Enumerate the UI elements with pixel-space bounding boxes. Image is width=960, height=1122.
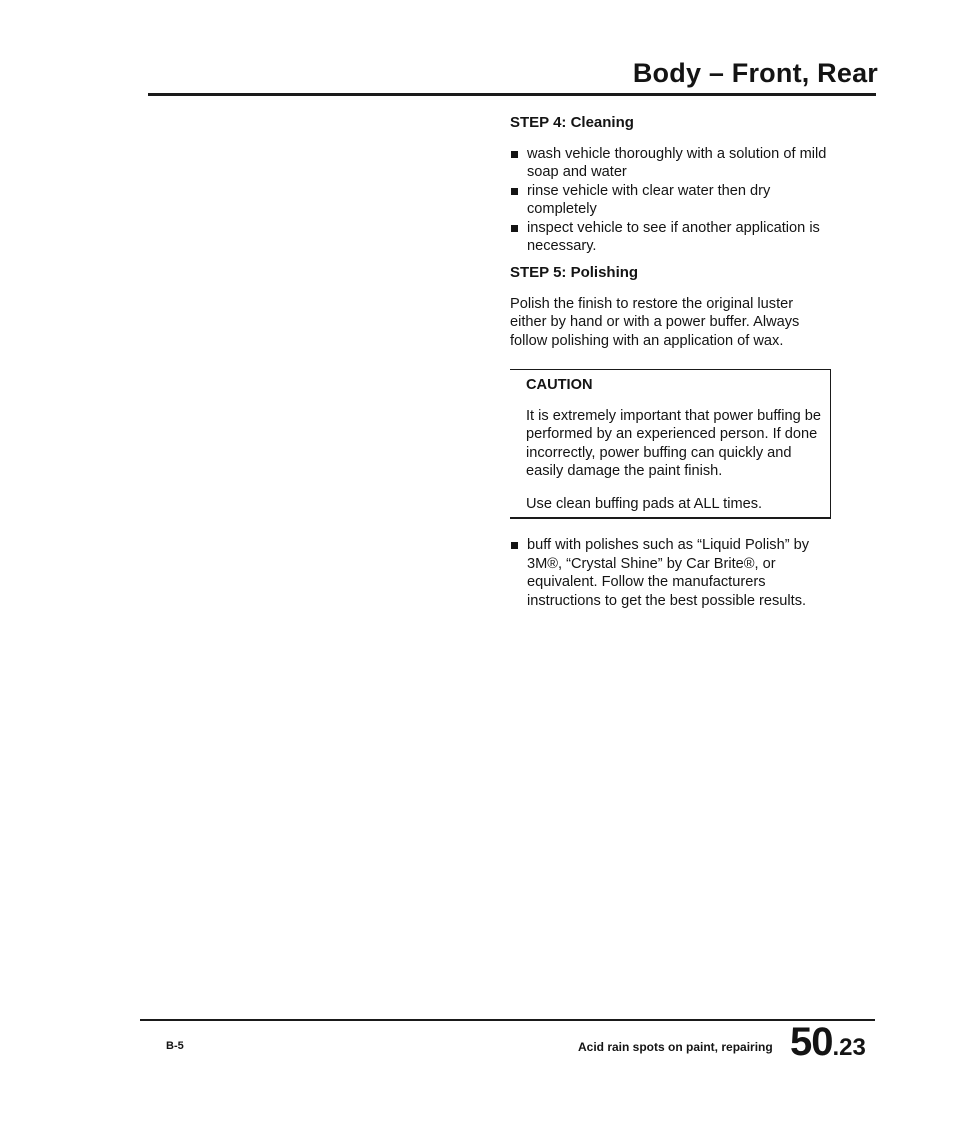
footer-rule [140, 1019, 875, 1021]
step5-bullet-list [510, 536, 840, 610]
step5-section [510, 264, 830, 350]
list-item: wash vehicle thoroughly with a solution of mild soap and water [510, 145, 840, 182]
list-item: buff with polishes such as “Liquid Polish” by 3M®, “Crystal Shine” by Car Brite®, or equivalent. Follow the manufacturers instructions to get the best possible results. [510, 536, 840, 610]
step5-bullets-section [510, 536, 840, 610]
list-item: inspect vehicle to see if another application is necessary. [510, 219, 840, 256]
section-number [790, 1020, 866, 1065]
footer-caption: Acid rain spots on paint, repairing [578, 1040, 773, 1054]
page-header-title: Body – Front, Rear [632, 58, 878, 88]
section-number-main: 50 [790, 1020, 833, 1064]
list-item: rinse vehicle with clear water then dry completely [510, 182, 840, 219]
section-number-sub: .23 [832, 1034, 866, 1061]
caution-box [526, 376, 826, 513]
caution-title: CAUTION [526, 377, 593, 393]
step5-paragraph: Polish the finish to restore the original luster either by hand or with a power buffer. Always follow polishing with an application of wax. [510, 295, 800, 349]
step4-bullet-list [510, 145, 840, 256]
caution-text: It is extremely important that power buffing be performed by an experienced person. If done incorrectly, power buffing can quickly and easily damage the paint finish. [526, 407, 821, 479]
header-rule [148, 93, 876, 96]
caution-note: Use clean buffing pads at ALL times. [526, 495, 763, 512]
step5-heading: STEP 5: Polishing [510, 264, 639, 281]
page-code: B-5 [166, 1040, 184, 1052]
step4-section [510, 114, 840, 256]
step4-heading: STEP 4: Cleaning [510, 114, 634, 131]
